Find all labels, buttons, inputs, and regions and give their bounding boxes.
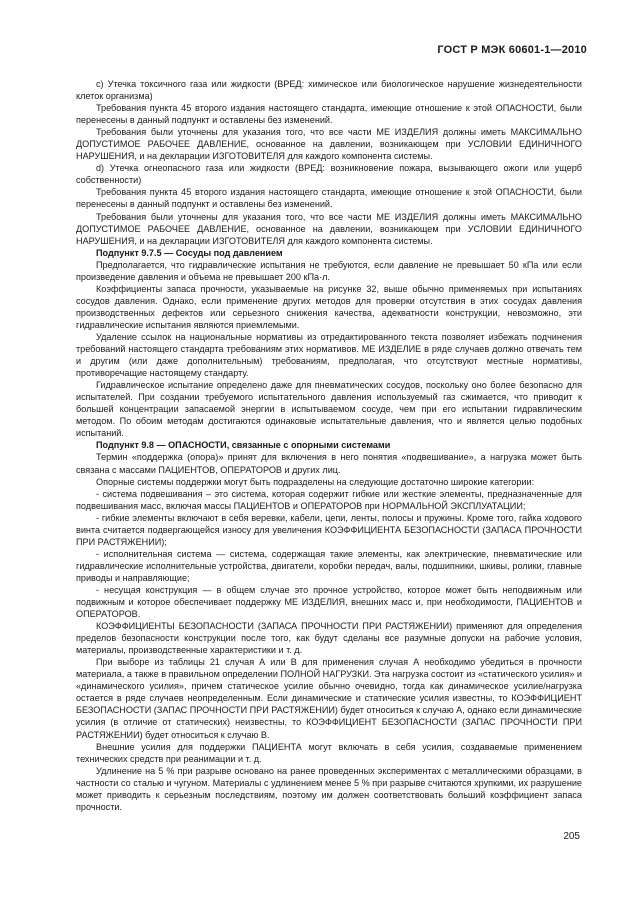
paragraph: с) Утечка токсичного газа или жидкости (ВРЕД: химическое или биологическое нарушение жизнедеятельности клеток организма) [76,79,582,102]
list-item: - исполнительная система — система, содержащая такие элементы, как электрические, пневматические или гидравлические исполнительные устройства, двигатели, коробки передач, валы, подшипники, шкивы, ролики, главные приводы и направляющие; [76,548,582,583]
paragraph: Требования пункта 45 второго издания настоящего стандарта, имеющие отношение к этой ОПАСНОСТИ, были перенесены в данный подпункт и оставлены без изменений. [76,103,582,126]
paragraph: Внешние усилия для поддержки ПАЦИЕНТА могут включать в себя усилия, создаваемые применением технических средств при реанимации и т. д. [76,741,582,764]
paragraph: Требования были уточнены для указания того, что все части МЕ ИЗДЕЛИЯ должны иметь МАКСИМАЛЬНО ДОПУСТИМОЕ РАБОЧЕЕ ДАВЛЕНИЕ, основанное на давлении, возникающем при УСЛОВИИ ЕДИНИЧНОГО НАРУШЕНИЯ, и на декларации ИЗГОТОВИТЕЛЯ для каждого компонента системы. [76,127,582,162]
paragraph: При выборе из таблицы 21 случая А или В для применения случая А необходимо убедиться в прочности материала, а также в правильном определении ПОЛНОЙ НАГРУЗКИ. Эта нагрузка состоит из «статического усилия» и «динамического усилия», причем статическое усилие обычно очевидно, тогда как динамическое усилие/нагрузка остается в ряде случаев неопределенным. Если динамические и статические усилия известны, то КОЭФФИЦИЕНТ БЕЗОПАСНОСТИ (ЗАПАС ПРОЧНОСТИ ПРИ РАСТЯЖЕНИИ) будет относиться к случаю А, однако если динамические усилия (в отличие от статических) неизвестны, то КОЭФФИЦИЕНТ БЕЗОПАСНОСТИ (ЗАПАС ПРОЧНОСТИ ПРИ РАСТЯЖЕНИИ) будет относиться к случаю В. [76,657,582,740]
paragraph: Удаление ссылок на национальные нормативы из отредактированного текста позволяет избежать подчинения требований настоящего стандарта требованиям этих нормативов. МЕ ИЗДЕЛИЕ в ряде случаев должно отвечать тем и другим (или даже дополнительным) требованиям, предполагая, что отсутствуют местные нормативы, противоречащие настоящему стандарту. [76,331,582,379]
list-item: - система подвешивания – это система, которая содержит гибкие или жесткие элементы, предназначенные для подвешивания масс, включая массы ПАЦИЕНТОВ и ОПЕРАТОРОВ при НОРМАЛЬНОЙ ЭКСПЛУАТАЦИИ; [76,488,582,511]
list-item: - несущая конструкция — в общем случае это прочное устройство, которое может быть неподвижным или подвижным и которое обеспечивает поддержку МЕ ИЗДЕЛИЯ, внешних масс и, при необходимости, ПАЦИЕНТОВ и ОПЕРАТОРОВ. [76,584,582,620]
paragraph: Предполагается, что гидравлические испытания не требуются, если давление не превышает 50 кПа или если произведение давления и объема не превышает 200 кПа·л. [76,259,582,282]
paragraph: Требования были уточнены для указания того, что все части МЕ ИЗДЕЛИЯ должны иметь МАКСИМАЛЬНО ДОПУСТИМОЕ РАБОЧЕЕ ДАВЛЕНИЕ, основанное на давлении, возникающем при УСЛОВИИ ЕДИНИЧНОГО НАРУШЕНИЯ, и на декларации ИЗГОТОВИТЕЛЯ для каждого компонента системы. [76,211,582,246]
subheading-9-8: Подпункт 9.8 — ОПАСНОСТИ, связанные с опорными системами [96,440,391,451]
page-header: ГОСТ Р МЭК 60601-1—2010 [437,44,587,56]
document-body [76,78,582,813]
paragraph: Удлинение на 5 % при разрыве основано на ранее проведенных экспериментах с металлическими образцами, в частности со сталью и чугуном. Материалы с удлинением менее 5 % при разрыве считаются хрупкими, их разрушение может приводить к серьезным последствиям, поэтому им должен соответствовать больший коэффициент запаса прочности. [76,765,582,812]
subheading-9-7-5: Подпункт 9.7.5 — Сосуды под давлением [96,247,283,258]
page-number: 205 [563,831,580,842]
paragraph: КОЭФФИЦИЕНТЫ БЕЗОПАСНОСТИ (ЗАПАСА ПРОЧНОСТИ ПРИ РАСТЯЖЕНИИ) применяют для определения пределов безопасности конструкции после того, как будут сделаны все разумные допуски на рабочие условия, материалы, производственные характеристики и т. д. [76,621,582,656]
paragraph: Коэффициенты запаса прочности, указываемые на рисунке 32, выше обычно применяемых при испытаниях сосудов давления. Однако, если применение других методов для проверки отсутствия в этих сосудах давления производственных дефектов или серьезного снижения качества, адекватности конструкции, невозможно, эти гидравлические испытания являются приемлемыми. [76,283,582,330]
paragraph: Гидравлическое испытание определено даже для пневматических сосудов, поскольку оно более безопасно для испытателей. При создании требуемого испытательного давления используемый газ сжимается, что приводит к большей концентрации запасаемой энергии в испытываемом сосуде, чем при его испытании гидравлическим методом. По обоим методам достигаются одинаковые испытательные давления, что и является целью подобных испытаний. [76,380,582,439]
paragraph: Опорные системы поддержки могут быть подразделены на следующие достаточно широкие категории: [96,476,535,487]
paragraph: d) Утечка огнеопасного газа или жидкости (ВРЕД: возникновение пожара, вызывающего ожоги или ущерб собственности) [76,163,582,186]
paragraph: Требования пункта 45 второго издания настоящего стандарта, имеющие отношение к этой ОПАСНОСТИ, были перенесены в данный подпункт и оставлены без изменений. [76,187,582,210]
paragraph: Термин «поддержка (опора)» принят для включения в него понятия «подвешивание», а нагрузка может быть связана с массами ПАЦИЕНТОВ, ОПЕРАТОРОВ и других лиц. [76,452,582,475]
list-item: - гибкие элементы включают в себя веревки, кабели, цепи, ленты, полосы и пружины. Кроме того, гайка ходового винта считается подвергающейся износу для увеличения КОЭФФИЦИЕНТА БЕЗОПАСНОСТИ (ЗАПАСА ПРОЧНОСТИ ПРИ РАСТЯЖЕНИИ); [76,512,582,547]
